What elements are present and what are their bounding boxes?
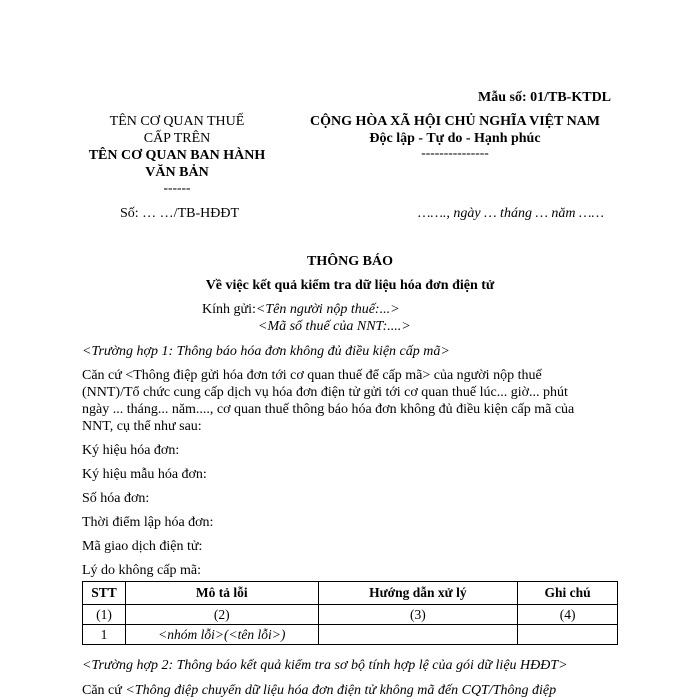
error-table	[82, 581, 618, 645]
national-title: CỘNG HÒA XÃ HỘI CHỦ NGHĨA VIỆT NAM	[309, 114, 600, 129]
table-index-row	[83, 605, 618, 625]
case2-paragraph-prefix: Căn cứ	[82, 683, 126, 698]
table-header-cell: Hướng dẫn xử lý	[318, 582, 518, 605]
document-date: ……., ngày … tháng … năm ……	[418, 206, 604, 221]
recipient-tax-code: <Mã số thuế của NNT:....>	[258, 319, 411, 334]
case1-paragraph-line-3: ngày ... tháng... năm...., cơ quan thuế thông báo hóa đơn không đủ điều kiện cấp mã của	[82, 402, 575, 417]
case1-paragraph-line-4: NNT, cụ thể như sau:	[82, 419, 202, 434]
national-motto: Độc lập - Tự do - Hạnh phúc	[369, 131, 541, 146]
table-header-cell: STT	[83, 582, 126, 605]
field-invoice-time: Thời điểm lập hóa đơn:	[82, 515, 214, 530]
table-cell: <nhóm lỗi>(<tên lỗi>)	[125, 625, 318, 645]
table-cell: 1	[83, 625, 126, 645]
table-row	[83, 625, 618, 645]
table-cell	[318, 625, 518, 645]
recipient-label: Kính gửi:	[202, 302, 256, 317]
issuer-line-2: CẤP TRÊN	[143, 131, 211, 146]
case1-paragraph-line-1: Căn cứ <Thông điệp gửi hóa đơn tới cơ quan thuế để cấp mã> của người nộp thuế	[82, 368, 542, 383]
notice-subtitle: Về việc kết quả kiểm tra dữ liệu hóa đơn điện tử	[205, 278, 495, 293]
table-header-cell: Ghi chú	[518, 582, 618, 605]
form-number: Mẫu số: 01/TB-KTDL	[478, 90, 612, 105]
field-transaction-code: Mã giao dịch điện tử:	[82, 539, 203, 554]
table-cell: (1)	[83, 605, 126, 625]
notice-title: THÔNG BÁO	[307, 254, 393, 269]
field-invoice-number: Số hóa đơn:	[82, 491, 150, 506]
issuer-line-1: TÊN CƠ QUAN THUẾ	[109, 114, 245, 129]
issuer-line-4: VĂN BẢN	[145, 165, 209, 180]
issuer-line-3: TÊN CƠ QUAN BAN HÀNH	[88, 148, 266, 163]
table-cell: (3)	[318, 605, 518, 625]
issuer-divider: ------	[163, 180, 191, 195]
recipient-name: <Tên người nộp thuế:...>	[255, 302, 400, 317]
table-cell: (4)	[518, 605, 618, 625]
document-number: Số: … …/TB-HĐĐT	[120, 206, 239, 221]
national-divider: ---------------	[421, 145, 489, 160]
table-cell: (2)	[125, 605, 318, 625]
table-header-cell: Mô tả lỗi	[125, 582, 318, 605]
case1-paragraph-line-2: (NNT)/Tổ chức cung cấp dịch vụ hóa đơn điện tử gửi tới cơ quan thuế lúc... giờ... phút	[82, 385, 568, 400]
case2-heading: <Trường hợp 2: Thông báo kết quả kiểm tra sơ bộ tính hợp lệ của gói dữ liệu HĐĐT>	[82, 658, 568, 673]
field-rejection-reason: Lý do không cấp mã:	[82, 563, 201, 578]
table-header-row	[83, 582, 618, 605]
case2-paragraph-message: <Thông điệp chuyển dữ liệu hóa đơn điện tử không mã đến CQT/Thông điệp	[125, 683, 557, 698]
field-invoice-series: Ký hiệu hóa đơn:	[82, 443, 180, 458]
field-invoice-template: Ký hiệu mẫu hóa đơn:	[82, 467, 207, 482]
table-cell	[518, 625, 618, 645]
case1-heading: <Trường hợp 1: Thông báo hóa đơn không đủ điều kiện cấp mã>	[82, 344, 450, 359]
